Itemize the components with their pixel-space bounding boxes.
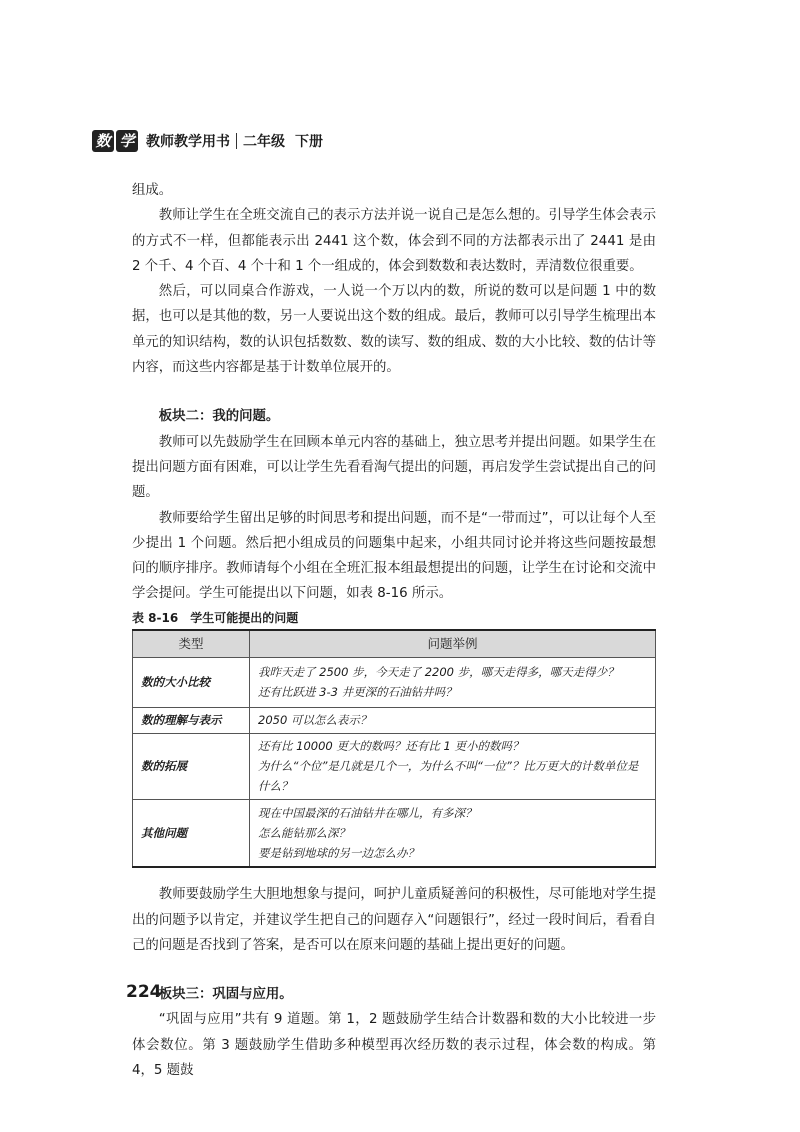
example-text: 还有比 10000 更大的数吗？还有比 1 更小的数吗？ — [258, 739, 524, 754]
table-row — [133, 657, 656, 707]
example-text: 2050 可以怎么表示？ — [258, 713, 372, 728]
running-header — [92, 128, 712, 154]
paragraph: “巩固与应用”共有 9 道题。第 1，2 题鼓励学生结合计数器和数的大小比较进一步体会数位。第 3 题鼓励学生借助多种模型再次经历数的表示过程，体会数的构成。第 4，5 题鼓 — [132, 1012, 656, 1079]
example-text: 要是钻到地球的另一边怎么办？ — [258, 846, 419, 860]
table-row — [133, 799, 656, 867]
examples-cell — [250, 707, 656, 733]
header-divider — [236, 133, 237, 149]
section-heading: 板块三：巩固与应用。 — [158, 987, 293, 1003]
type-cell: 数的拓展 — [133, 733, 250, 799]
type-cell: 数的大小比较 — [133, 657, 250, 707]
paragraph: 然后，可以同桌合作游戏，一人说一个万以内的数，所说的数可以是问题 1 中的数据，也可以是其他的数，另一人要说出这个数的组成。最后，教师可以引导学生梳理出本单元的知识结构，数的认识包括数数、数的读写、数的组成、数的大小比较、数的估计等内容，而这些内容都是基于计数单位展开的。 — [132, 284, 656, 376]
table-row — [133, 733, 656, 799]
column-header: 问题举例 — [250, 630, 656, 658]
section-heading: 板块二：我的问题。 — [158, 409, 280, 425]
paragraph: 教师让学生在全班交流自己的表示方法并说一说自己是怎么想的。引导学生体会表示的方式不一样，但都能表示出 2441 这个数，体会到不同的方法都表示出了 2441 是由 2 个千、4 个百、4 个十和 1 个一组成的，体会到数数和表达数时，弄清数位很重要。 — [132, 208, 656, 274]
questions-table — [132, 629, 656, 869]
table-caption: 表 8-16 学生可能提出的问题 — [132, 610, 299, 625]
example-text: 为什么“个位”是几就是几个一，为什么不叫“一位”？比万更大的计数单位是什么？ — [258, 759, 639, 794]
example-text: 我昨天走了 2500 步，今天走了 2200 步，哪天走得多，哪天走得少？ — [258, 665, 619, 680]
book-title: 教师教学用书 — [146, 134, 230, 150]
table-row — [133, 707, 656, 733]
logo-char-2: 学 — [116, 130, 138, 152]
type-cell: 其他问题 — [133, 799, 250, 867]
column-header: 类型 — [133, 630, 250, 658]
page-body — [132, 178, 656, 1083]
paragraph: 教师要鼓励学生大胆地想象与提问，呵护儿童质疑善问的积极性，尽可能地对学生提出的问题予以肯定，并建议学生把自己的问题存入“问题银行”，经过一段时间后，看看自己的问题是否找到了答案，是否可以在原来问题的基础上提出更好的问题。 — [132, 887, 656, 953]
logo-char-1: 数 — [92, 130, 114, 152]
page-number: 224 — [126, 982, 162, 1002]
spacer — [132, 380, 656, 404]
examples-cell — [250, 657, 656, 707]
spacer — [132, 958, 656, 982]
paragraph: 教师要给学生留出足够的时间思考和提出问题，而不是“一带而过”，可以让每个人至少提出 1 个问题。然后把小组成员的问题集中起来，小组共同讨论并将这些问题按最想问的顺序排序。教师请每个小组在全班汇报本组最想提出的问题，让学生在讨论和交流中学会提问。学生可能提出以下问题，如表 8-16 所示。 — [132, 510, 656, 602]
table-header-row — [133, 630, 656, 658]
volume-label: 下册 — [295, 134, 323, 150]
paragraph: 组成。 — [132, 183, 173, 198]
examples-cell — [250, 799, 656, 867]
subject-logo — [92, 130, 138, 152]
example-text: 怎么能钻那么深？ — [258, 826, 350, 840]
type-cell: 数的理解与表示 — [133, 707, 250, 733]
examples-cell — [250, 733, 656, 799]
example-text: 还有比跃进 3-3 井更深的石油钻井吗？ — [258, 685, 457, 700]
example-text: 现在中国最深的石油钻井在哪儿，有多深？ — [258, 806, 477, 820]
paragraph: 教师可以先鼓励学生在回顾本单元内容的基础上，独立思考并提出问题。如果学生在提出问题方面有困难，可以让学生先看看淘气提出的问题，再启发学生尝试提出自己的问题。 — [132, 434, 656, 501]
spacer — [132, 868, 656, 882]
grade-label: 二年级 — [243, 134, 285, 150]
